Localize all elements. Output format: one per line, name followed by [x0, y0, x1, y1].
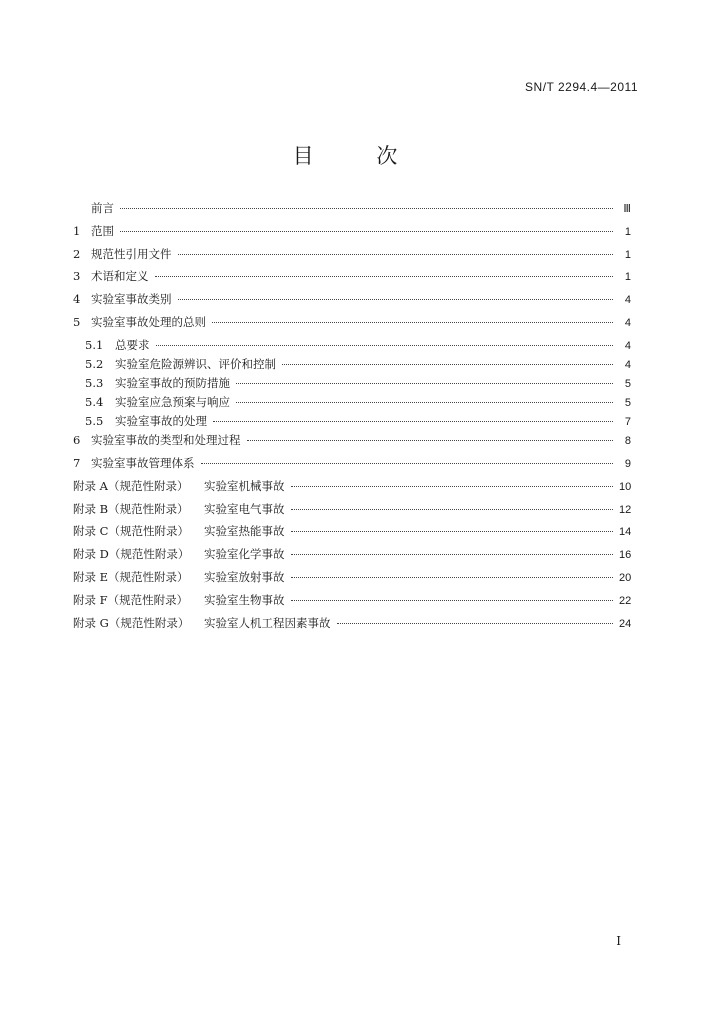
toc-entry[interactable] [73, 314, 631, 337]
toc-entry[interactable] [73, 413, 631, 432]
toc-entry[interactable] [73, 592, 631, 615]
toc-entry-label: 前言 [91, 201, 114, 215]
toc-entry-page: 12 [619, 503, 632, 516]
toc-entry-appendix-title: 实验室热能事故 [204, 524, 285, 539]
toc-entry-page: 10 [619, 480, 632, 493]
toc-entry-number: 4 [73, 292, 81, 307]
toc-leader-dots [291, 486, 614, 487]
toc-entry[interactable] [73, 246, 631, 269]
toc-entry-page: 1 [624, 271, 631, 284]
toc-entry[interactable] [73, 432, 631, 455]
toc-entry-label: 规范性引用文件 [91, 246, 172, 261]
toc-entry-page: 24 [619, 617, 632, 630]
toc-leader-dots [291, 577, 614, 578]
toc-entry[interactable] [73, 291, 631, 314]
page-title: 目 次 [292, 144, 426, 168]
toc-entry-number: 5.3 [85, 375, 104, 390]
document-code: SN/T 2294.4—2011 [525, 80, 638, 94]
toc-leader-dots [236, 402, 613, 403]
toc-leader-dots [291, 531, 614, 532]
toc-leader-dots [213, 421, 613, 422]
toc-entry-page: 4 [624, 339, 631, 352]
toc-entry-page: 4 [624, 316, 631, 329]
toc-entry-label: 实验室事故的类型和处理过程 [91, 433, 241, 448]
toc-entry-label: 附录 E（规范性附录） [73, 570, 189, 585]
toc-entry-appendix-title: 实验室机械事故 [204, 478, 285, 493]
toc-entry-page: 4 [624, 294, 631, 307]
toc-entry-number: 5.5 [85, 414, 104, 429]
toc-entry-page: 5 [624, 377, 631, 390]
toc-entry-number: 7 [73, 456, 81, 471]
toc-entry-label: 实验室应急预案与响应 [115, 395, 230, 410]
toc-entry-page: 20 [619, 572, 632, 585]
toc-leader-dots [247, 440, 614, 441]
toc-leader-dots [178, 299, 614, 300]
toc-entry-page: 14 [619, 526, 632, 539]
toc-entry-label: 实验室危险源辨识、评价和控制 [115, 356, 276, 371]
toc-entry-number: 2 [73, 246, 81, 261]
toc-entry-label: 实验室事故的处理 [115, 414, 207, 429]
toc-entry[interactable] [73, 523, 631, 546]
toc-entry-label: 实验室事故处理的总则 [91, 314, 206, 329]
toc-entry-label: 实验室事故的预防措施 [115, 375, 230, 390]
toc-entry-label: 附录 D（规范性附录） [73, 547, 190, 562]
toc-entry-page: 4 [624, 358, 631, 371]
toc-entry[interactable] [73, 478, 631, 501]
toc-entry-label: 实验室事故类别 [91, 292, 172, 307]
toc-leader-dots [291, 554, 614, 555]
toc-entry[interactable] [73, 615, 631, 638]
toc-entry-label: 附录 C（规范性附录） [73, 524, 189, 539]
toc-entry[interactable] [73, 546, 631, 569]
toc-leader-dots [201, 463, 614, 464]
toc-entry-page: 1 [624, 248, 631, 261]
toc-leader-dots [282, 364, 613, 365]
toc-entry-number: 3 [73, 269, 81, 284]
toc-entry-label: 总要求 [115, 337, 150, 352]
toc-entry[interactable] [73, 501, 631, 524]
toc-entry-label: 附录 A（规范性附录） [73, 478, 189, 493]
toc-entry[interactable] [73, 337, 631, 356]
toc-entry-page: 9 [624, 458, 631, 471]
toc-leader-dots [337, 623, 614, 624]
toc-entry[interactable] [73, 268, 631, 291]
toc-entry-label: 附录 B（规范性附录） [73, 501, 189, 516]
toc-entry-page: 8 [624, 435, 631, 448]
toc-leader-dots [236, 383, 613, 384]
toc-entry-page: 1 [624, 225, 631, 238]
toc-leader-dots [120, 231, 613, 232]
toc-entry[interactable] [73, 200, 631, 223]
toc-entry-number: 1 [73, 223, 81, 238]
toc-entry-number: 5.4 [85, 395, 104, 410]
toc-leader-dots [156, 345, 614, 346]
toc-entry-appendix-title: 实验室生物事故 [204, 592, 285, 607]
toc-leader-dots [212, 322, 613, 323]
table-of-contents [73, 200, 631, 637]
toc-entry-number: 5.2 [85, 356, 104, 371]
toc-entry[interactable] [73, 223, 631, 246]
toc-leader-dots [291, 600, 614, 601]
toc-entry-page: 16 [619, 549, 632, 562]
toc-entry-label: 范围 [91, 223, 114, 238]
toc-entry[interactable] [73, 375, 631, 394]
toc-entry-number: 5 [73, 314, 81, 329]
toc-entry[interactable] [73, 455, 631, 478]
toc-entry-appendix-title: 实验室电气事故 [204, 501, 285, 516]
toc-entry-appendix-title: 实验室放射事故 [204, 570, 285, 585]
toc-entry-page: Ⅲ [623, 203, 631, 215]
toc-entry-appendix-title: 实验室人机工程因素事故 [204, 615, 331, 630]
toc-entry-label: 实验室事故管理体系 [91, 456, 195, 471]
toc-leader-dots [120, 208, 613, 209]
toc-leader-dots [291, 509, 614, 510]
toc-leader-dots [178, 254, 614, 255]
toc-entry[interactable] [73, 356, 631, 375]
toc-entry-page: 7 [624, 416, 631, 429]
toc-leader-dots [155, 276, 614, 277]
toc-entry-appendix-title: 实验室化学事故 [204, 547, 285, 562]
toc-entry-number: 6 [73, 433, 81, 448]
toc-entry-label: 附录 G（规范性附录） [73, 615, 190, 630]
toc-entry[interactable] [73, 569, 631, 592]
toc-entry-label: 术语和定义 [91, 269, 149, 284]
toc-entry-page: 5 [624, 397, 631, 410]
toc-entry-number: 5.1 [85, 337, 104, 352]
toc-entry[interactable] [73, 394, 631, 413]
toc-entry-label: 附录 F（规范性附录） [73, 592, 189, 607]
page-number: I [616, 934, 621, 948]
toc-entry-page: 22 [619, 594, 632, 607]
